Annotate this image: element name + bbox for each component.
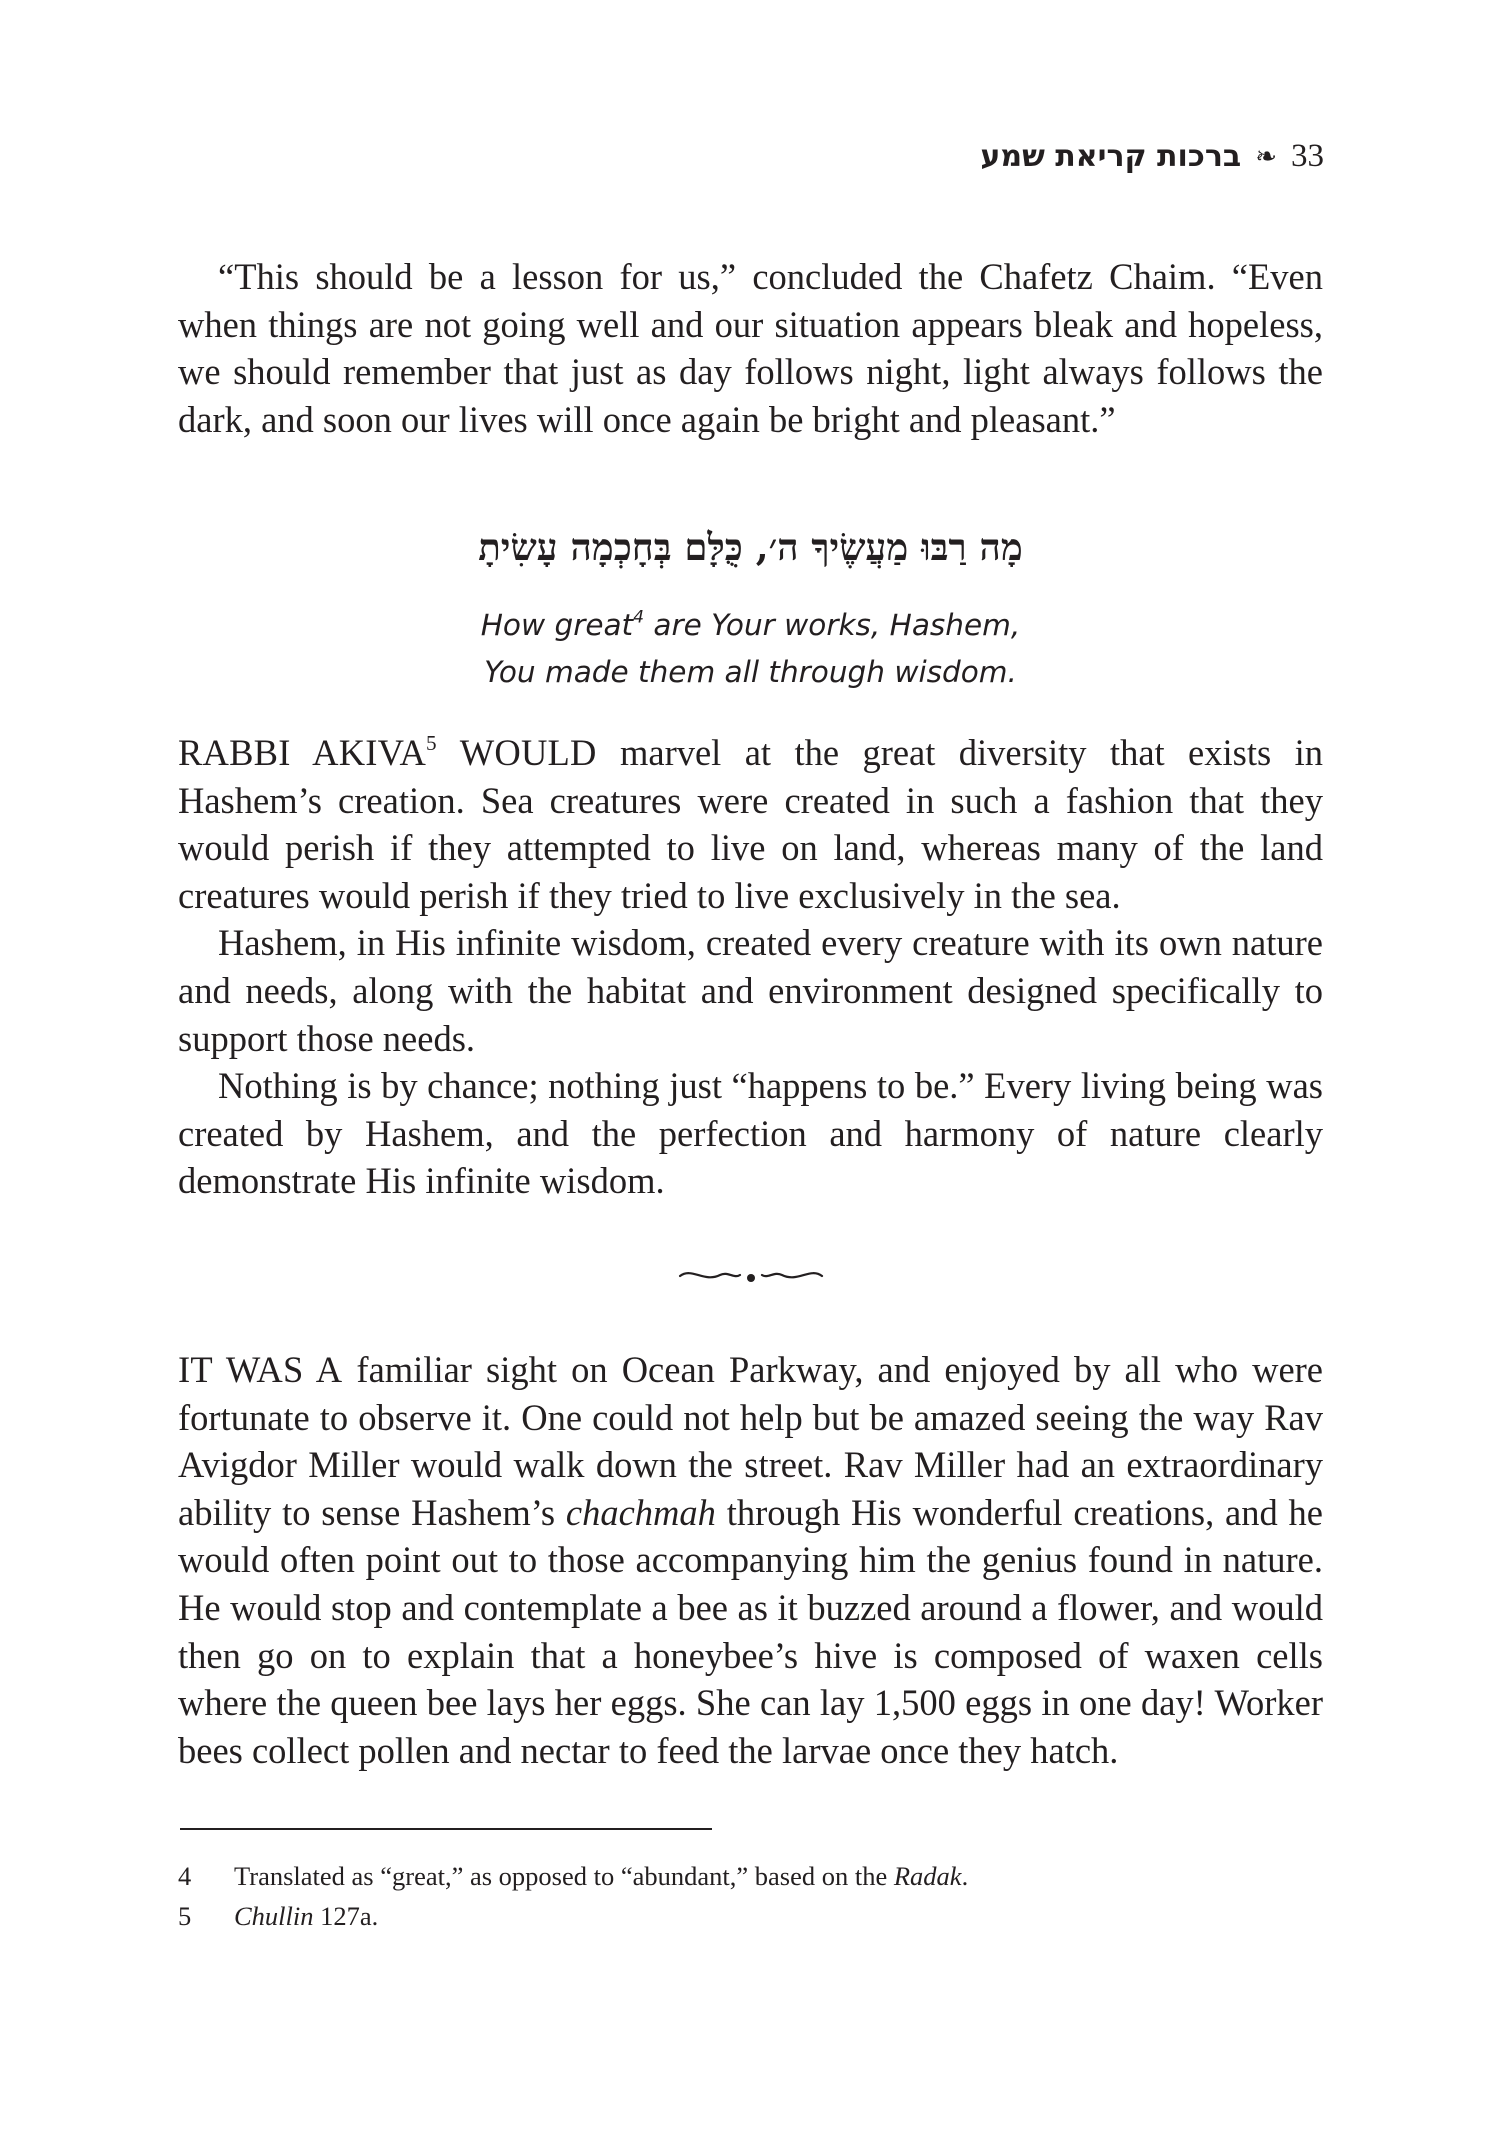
paragraph-text: through His wonderful creations, and he would often point out to those accompanying him the genius found in nature. He would stop and contemplate a bee as it buzzed around a flower, and would then go on to explain that a honeybee’s hive is composed of waxen cells where the queen bee lays her eggs. She can lay 1,500 eggs in one day! Worker bees collect pollen and nectar to feed the larvae once they hatch.: [178, 1491, 1324, 1771]
lead-in-text: WOULD: [436, 732, 597, 773]
footnote: [178, 1856, 1278, 1896]
footnote-number: 5: [178, 1901, 192, 1931]
footnote-text: [234, 1856, 968, 1896]
section1-paragraph-3: Nothing is by chance; nothing just “happens to be.” Every living being was created by Hashem, and the perfection and harmony of nature clearly demonstrate His infinite wisdom.: [178, 1065, 1323, 1202]
lead-in: [178, 732, 597, 773]
footnote-italic: Radak: [893, 1861, 962, 1891]
footnote-number: 4: [178, 1861, 192, 1891]
lead-in-text: RABBI AKIVA: [178, 732, 427, 773]
footnote-text-part: Translated as “great,” as opposed to “abundant,” based on the: [234, 1861, 894, 1891]
footnote-ref-5: 5: [426, 730, 437, 755]
footnote-text-part: .: [961, 1861, 969, 1891]
footnotes: [178, 1856, 1278, 1936]
section2-paragraph: [178, 1346, 1323, 1774]
translation-text: are Your works, Hashem,: [644, 608, 1021, 642]
section1-paragraph-2: Hashem, in His infinite wisdom, created every creature with its own nature and needs, along with the habitat and environment designed specifically to support those needs.: [178, 922, 1323, 1059]
italic-term: chachmah: [565, 1491, 716, 1533]
footnote-text-part: 127a.: [313, 1901, 379, 1931]
page-number: 33: [1291, 138, 1324, 174]
footnote: [178, 1896, 1278, 1936]
section-divider-ornament-icon: [676, 1263, 826, 1289]
running-header: [980, 138, 1324, 175]
section1-paragraph-1: [178, 729, 1323, 919]
footnote-rule: [180, 1828, 712, 1830]
footnote-text: [234, 1896, 378, 1936]
translation-line-2: You made them all through wisdom.: [484, 655, 1017, 689]
leaf-ornament-icon: ❧: [1255, 141, 1277, 171]
running-title: ברכות קריאת שמע: [980, 139, 1242, 174]
paragraph-text: marvel at the great diversity that exists in Hashem’s creation. Sea creatures were created in such a fashion that they would perish if they attempted to live on land, whereas many of the land creatures would perish if they tried to live exclusively in the sea.: [178, 732, 1323, 916]
verse-translation: [178, 602, 1323, 696]
opening-paragraph-block: [178, 253, 1323, 443]
hebrew-verse: מָה רַבּוּ מַעֲשֶׂיךָ ה׳, כֻּלָּם בְּחָכְמָה עָשִׂיתָ: [478, 525, 1023, 569]
section-1: [178, 729, 1323, 1205]
footnote-italic: Chullin: [234, 1901, 314, 1931]
translation-text: How great: [480, 608, 634, 642]
opening-paragraph: “This should be a lesson for us,” concluded the Chafetz Chaim. “Even when things are not going well and our situation appears bleak and hopeless, we should remember that just as day follows night, light always follows the dark, and soon our lives will once again be bright and pleasant.”: [178, 256, 1323, 440]
section-2: [178, 1346, 1323, 1774]
paragraph-text: familiar sight on Ocean Parkway, and enjoyed by all who were fortunate to observe it. One could not help but be amazed seeing the way Rav Avigdor Miller would walk down the street. Rav Miller had an extraordinary ability to sense Hashem’s: [178, 1349, 1323, 1533]
translation-line-1: [178, 602, 1323, 649]
lead-in: IT WAS A: [178, 1349, 343, 1390]
footnote-ref-4: 4: [633, 607, 645, 628]
